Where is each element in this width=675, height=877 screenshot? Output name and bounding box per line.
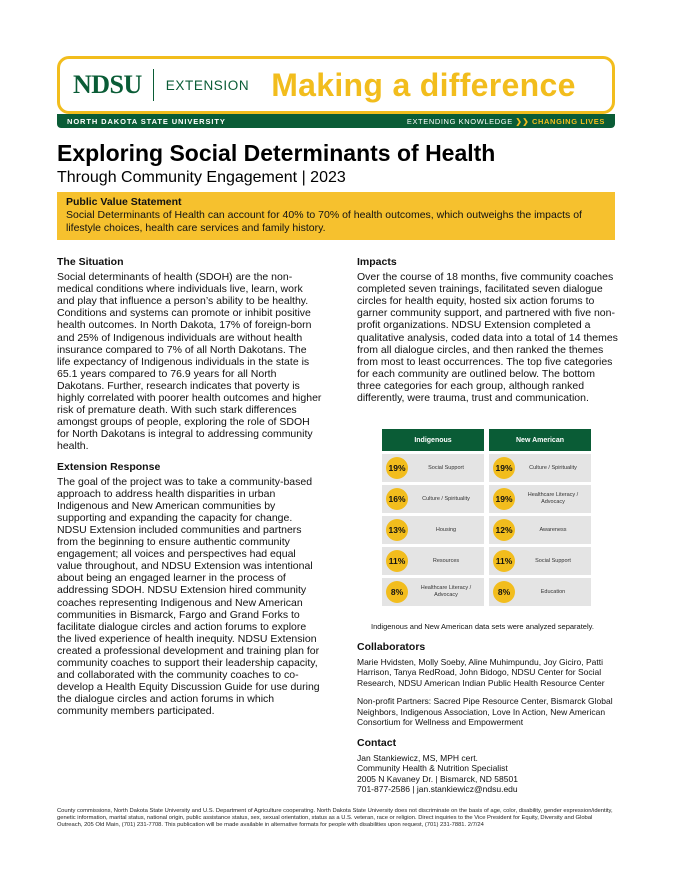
chart-row bbox=[382, 454, 484, 482]
chart-row bbox=[489, 578, 591, 606]
percent-badge: 11% bbox=[493, 550, 515, 572]
situation-heading: The Situation bbox=[57, 256, 124, 268]
pvs-heading: Public Value Statement bbox=[66, 196, 182, 208]
logo-divider bbox=[153, 69, 154, 101]
percent-badge: 8% bbox=[386, 581, 408, 603]
chart-column-new-american bbox=[489, 429, 591, 606]
chart-column-header: New American bbox=[489, 429, 591, 451]
collaborators-section bbox=[357, 642, 619, 728]
category-label: Housing bbox=[435, 526, 457, 533]
chart-row bbox=[489, 485, 591, 513]
university-name: NORTH DAKOTA STATE UNIVERSITY bbox=[67, 116, 226, 126]
category-label: Social Support bbox=[535, 557, 571, 564]
chart-column-header: Indigenous bbox=[382, 429, 484, 451]
public-value-statement bbox=[57, 192, 615, 240]
percent-badge: 12% bbox=[493, 519, 515, 541]
tagline bbox=[407, 117, 605, 126]
contact-section bbox=[357, 738, 619, 795]
category-label: Resources bbox=[432, 557, 460, 564]
themes-chart bbox=[382, 429, 591, 606]
percent-badge: 19% bbox=[493, 457, 515, 479]
percent-badge: 19% bbox=[493, 488, 515, 510]
response-body: The goal of the project was to take a community-based approach to address health disparities in urban Indigenous and New American communities by supporting and expanding the capacity for change. NDSU Extension included communities and partners from the beginning to ensure authentic community engagement; all voices and perspectives had equal value throughout, and NDSU Extension was intentional about being an engaged learner in the process of addressing SDOH. NDSU Extension hired community coaches representing Indigenous and New American communities in Bismarck, Fargo and Grand Forks to facilitate dialogue circles and action forums to explore the lived experience of health inequity. NDSU Extension created a professional development and training plan for community coaches to support their leadership capacity, and collaborated with the community coaches to co-develop a Health Equity Discussion Guide for use during the dialogue circles and action forums in which community members participated. bbox=[57, 475, 320, 718]
university-strip bbox=[57, 114, 615, 128]
category-label: Awareness bbox=[539, 526, 567, 533]
situation-body: Social determinants of health (SDOH) are the non-medical conditions where individuals live, learn, work and play that influence a person’s ability to be healthy. Conditions and systems can promote or inhibit positive health outcomes. In North Dakota, 17% of foreign-born and 25% of Indigenous individuals are without health insurance compared to 7% of all North Dakotans. The life expectancy of Indigenous individuals in the state is 65.1 years compared to 76.9 years for all North Dakotans. Further, research indicates that poverty is highly correlated with poorer health outcomes and higher risk of premature death. With such stark differences amongst groups of people, exploring the role of SDOH for North Dakotans is integral to addressing community health. bbox=[57, 271, 322, 453]
footer-disclaimer: County commissions, North Dakota State University and U.S. Department of Agriculture cooperating. North Dakota State University does not discriminate on the basis of age, color, disability, gender expression/identity, genetic information, marital status, national origin, public assistance status, sex, sexual orientation, status as a U.S. veteran, race or religion. Direct inquiries to the Vice President for Equity, Diversity and Global Outreach, 205 Old Main, (701) 231-7708. This publication will be made available in alternative formats for people with disabilities upon request, (701) 231-7881. 2/7/24 bbox=[57, 808, 613, 829]
page-subtitle: Through Community Engagement | 2023 bbox=[57, 169, 346, 186]
tagline-arrow-icon: ❯❯ bbox=[515, 116, 530, 126]
impacts-heading: Impacts bbox=[357, 256, 397, 268]
percent-badge: 13% bbox=[386, 519, 408, 541]
chart-row bbox=[382, 516, 484, 544]
chart-row bbox=[489, 454, 591, 482]
response-heading: Extension Response bbox=[57, 460, 161, 473]
percent-badge: 11% bbox=[386, 550, 408, 572]
category-label: Healthcare Literacy / Advocacy bbox=[527, 492, 579, 505]
right-column bbox=[357, 256, 619, 412]
page-title: Exploring Social Determinants of Health bbox=[57, 140, 496, 166]
contact-name: Jan Stankiewicz, MS, MPH cert. bbox=[357, 752, 478, 763]
contact-heading: Contact bbox=[357, 737, 397, 749]
category-label: Education bbox=[540, 588, 566, 595]
chart-row bbox=[489, 516, 591, 544]
percent-badge: 8% bbox=[493, 581, 515, 603]
percent-badge: 19% bbox=[386, 457, 408, 479]
category-label: Healthcare Literacy / Advocacy bbox=[420, 585, 472, 598]
chart-caption: Indigenous and New American data sets were analyzed separately. bbox=[371, 622, 594, 631]
chart-row bbox=[382, 578, 484, 606]
collaborators-body: Marie Hvidsten, Molly Soeby, Aline Muhimpundu, Joy Giciro, Patti Harrison, Tanya RedRoad, John Bidogo, NDSU Center for Social Research, NDSU American Indian Public Health Resource Center bbox=[357, 656, 605, 688]
contact-address: 2005 N Kavaney Dr. | Bismarck, ND 58501 bbox=[357, 773, 518, 784]
chart-row bbox=[382, 547, 484, 575]
category-label: Culture / Spirituality bbox=[529, 464, 577, 471]
left-column bbox=[57, 256, 322, 725]
chart-row bbox=[382, 485, 484, 513]
extension-logo-text: EXTENSION bbox=[165, 77, 250, 93]
chart-row bbox=[489, 547, 591, 575]
percent-badge: 16% bbox=[386, 488, 408, 510]
impacts-body: Over the course of 18 months, five community coaches completed seven trainings, facilitated seven dialogue circles for health equity, hosted six action forums to garner community support, and partnered with five non-profit organizations. NDSU Extension completed a qualitative analysis, coded data into a total of 14 themes from all dialogue circles, and then ranked the themes from most to least occurrences. The top five categories for each community are outlined below. The bottom three categories for each group, although ranked differently, were trauma, trust and communication. bbox=[357, 271, 618, 405]
banner-slogan: Making a difference bbox=[271, 66, 576, 103]
category-label: Culture / Spirituality bbox=[422, 495, 470, 502]
contact-role: Community Health & Nutrition Specialist bbox=[357, 763, 508, 773]
chart-column-indigenous bbox=[382, 429, 484, 606]
tagline-part-b: CHANGING LIVES bbox=[532, 116, 605, 126]
partners-body: Non-profit Partners: Sacred Pipe Resource Center, Bismarck Global Neighbors, Indigenous Association, Love In Action, New American Consortium for Wellness and Empowerment bbox=[357, 696, 613, 727]
ndsu-logo[interactable]: NDSU bbox=[73, 70, 142, 99]
collaborators-heading: Collaborators bbox=[357, 641, 426, 653]
contact-phone-email[interactable]: 701-877-2586 | jan.stankiewicz@ndsu.edu bbox=[357, 784, 518, 794]
tagline-part-a: EXTENDING KNOWLEDGE bbox=[406, 116, 513, 126]
header-banner bbox=[57, 56, 615, 114]
pvs-body: Social Determinants of Health can account for 40% to 70% of health outcomes, which outweighs the impacts of lifestyle choices, health care services and family history. bbox=[66, 209, 582, 234]
category-label: Social Support bbox=[428, 464, 464, 471]
